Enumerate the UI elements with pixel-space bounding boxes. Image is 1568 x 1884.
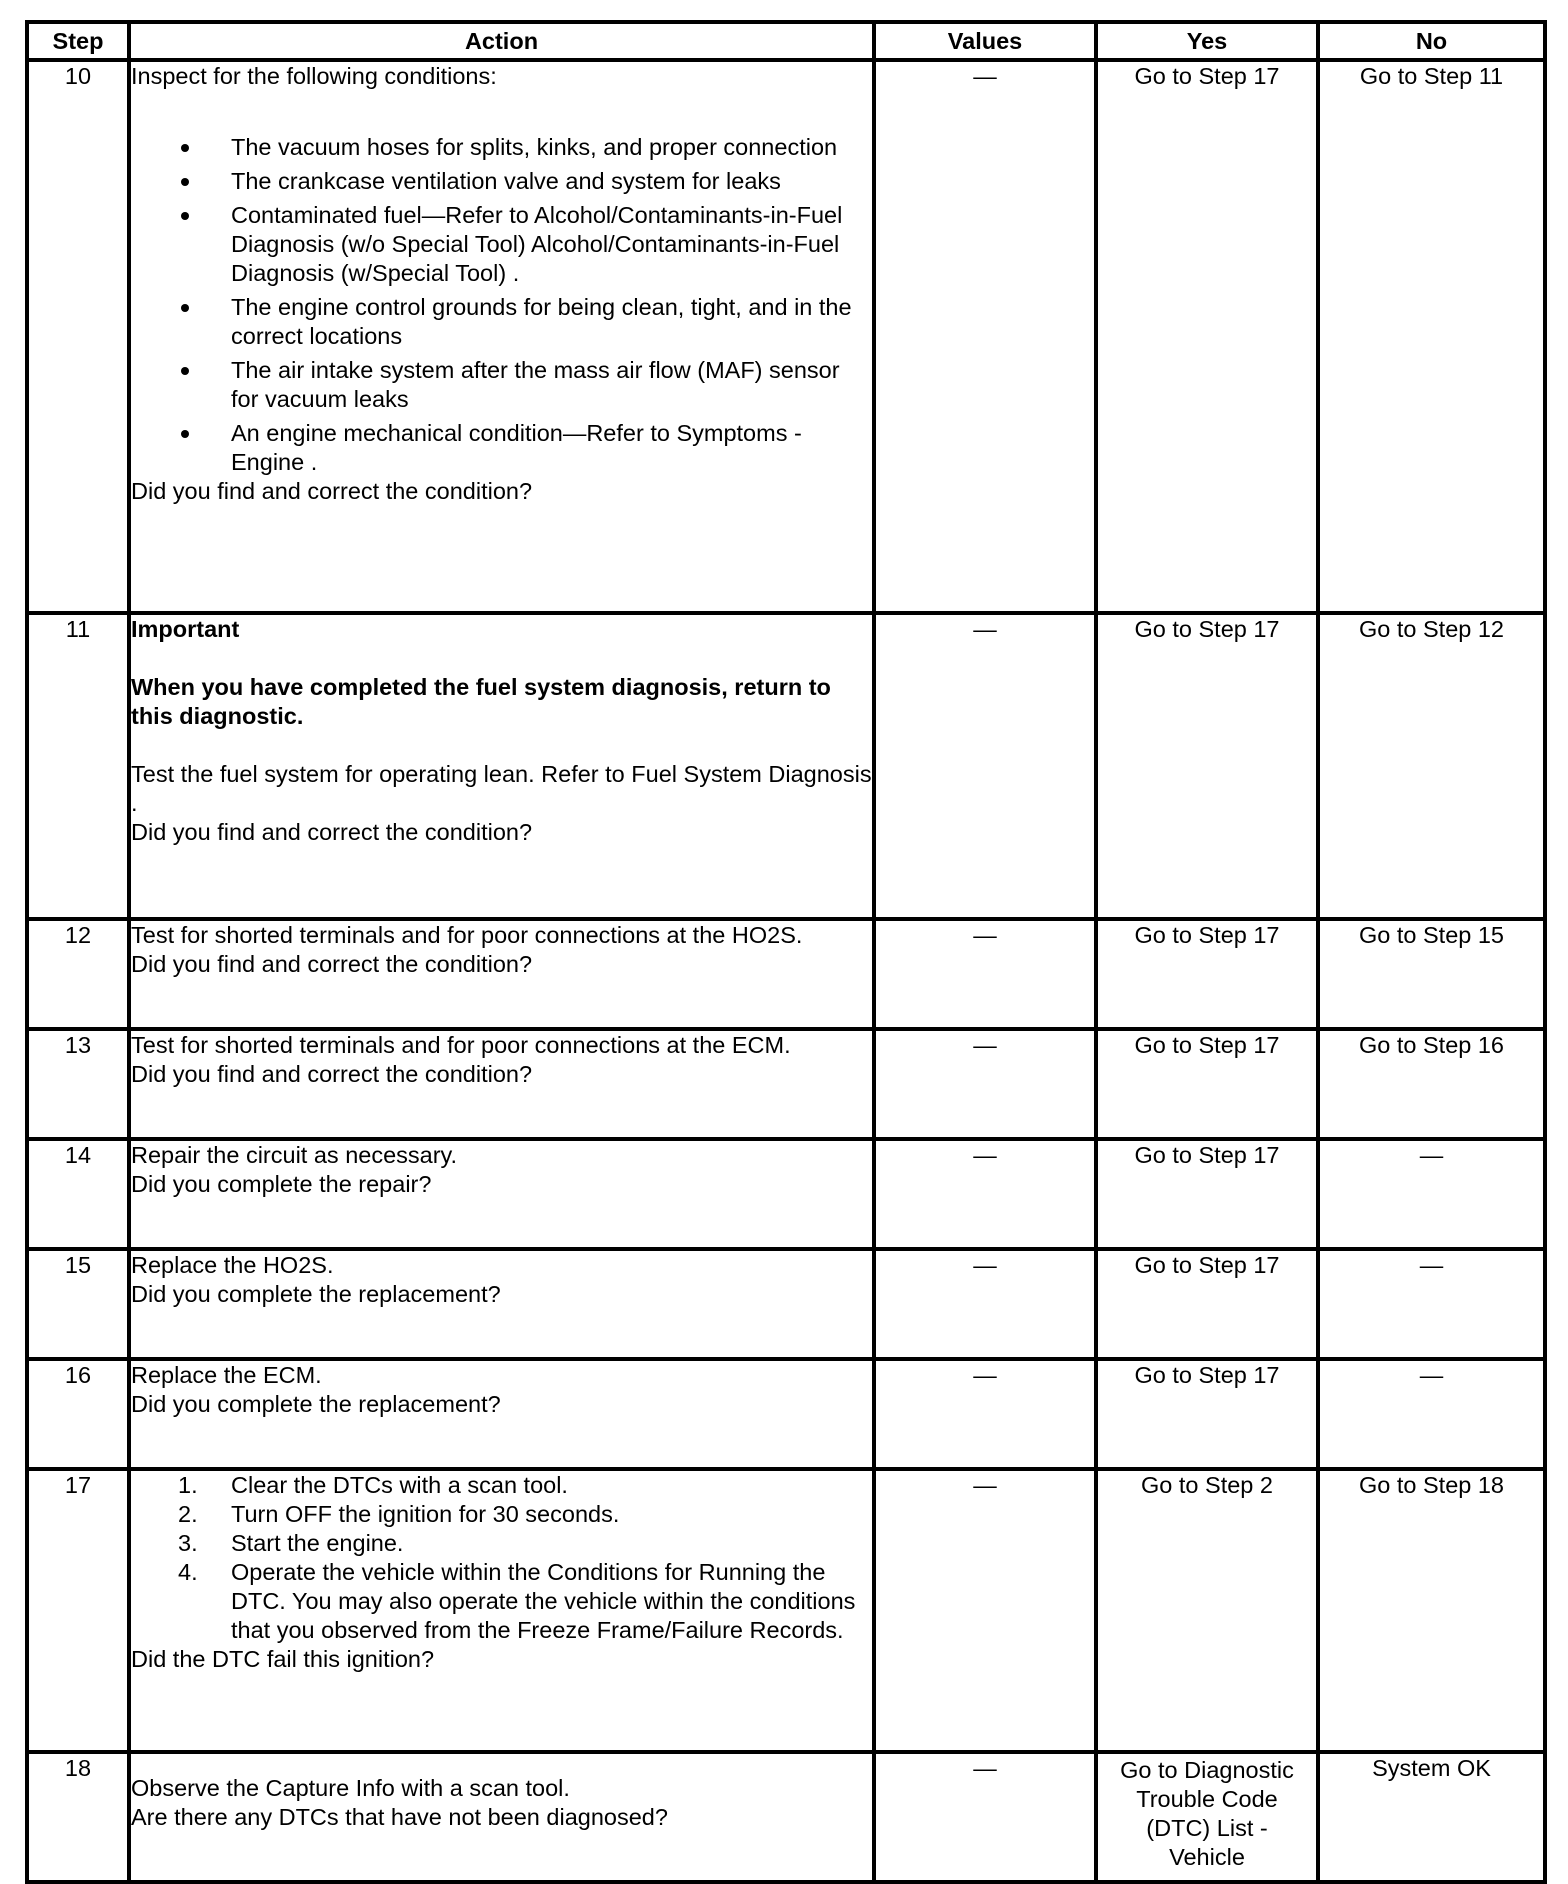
action-cell bbox=[129, 60, 874, 613]
item-text: Turn OFF the ignition for 30 seconds. bbox=[231, 1501, 620, 1527]
table-row bbox=[27, 1139, 1545, 1249]
yes-cell: Go to Step 17 bbox=[1096, 1139, 1318, 1249]
list-item bbox=[178, 1558, 872, 1645]
step-number: 13 bbox=[27, 1029, 129, 1139]
action-text: Replace the HO2S. bbox=[131, 1252, 334, 1278]
conditions-list bbox=[131, 133, 872, 477]
header-action: Action bbox=[129, 22, 874, 60]
action-text: Test for shorted terminals and for poor connections at the HO2S. bbox=[131, 922, 803, 948]
action-cell bbox=[129, 1249, 874, 1359]
step-number: 15 bbox=[27, 1249, 129, 1359]
yes-cell: Go to Step 17 bbox=[1096, 1359, 1318, 1469]
step-number: 11 bbox=[27, 613, 129, 919]
no-cell: — bbox=[1318, 1359, 1545, 1469]
no-cell: System OK bbox=[1318, 1752, 1545, 1882]
table-row bbox=[27, 613, 1545, 919]
values-cell: — bbox=[874, 1359, 1096, 1469]
values-cell: — bbox=[874, 919, 1096, 1029]
table-row bbox=[27, 1469, 1545, 1752]
header-yes: Yes bbox=[1096, 22, 1318, 60]
table-row bbox=[27, 1752, 1545, 1882]
list-item bbox=[178, 1529, 872, 1558]
table-row bbox=[27, 1249, 1545, 1359]
item-text: Operate the vehicle within the Conditions for Running the DTC. You may also operate the vehicle within the conditions that you observed from the Freeze Frame/Failure Records. bbox=[231, 1559, 856, 1643]
diagnostic-table bbox=[25, 20, 1547, 1884]
list-item bbox=[178, 1471, 872, 1500]
no-cell: — bbox=[1318, 1249, 1545, 1359]
step-number: 10 bbox=[27, 60, 129, 613]
list-item: An engine mechanical condition—Refer to Symptoms - Engine . bbox=[231, 419, 872, 477]
table-row bbox=[27, 1359, 1545, 1469]
action-text: Test for shorted terminals and for poor connections at the ECM. bbox=[131, 1032, 791, 1058]
step-number: 14 bbox=[27, 1139, 129, 1249]
yes-cell: Go to Step 17 bbox=[1096, 919, 1318, 1029]
action-question: Did you complete the repair? bbox=[131, 1171, 432, 1197]
procedure-list bbox=[131, 1471, 872, 1645]
action-question: Did you find and correct the condition? bbox=[131, 951, 533, 977]
values-cell: — bbox=[874, 1249, 1096, 1359]
values-cell: — bbox=[874, 60, 1096, 613]
list-item: The vacuum hoses for splits, kinks, and proper connection bbox=[231, 133, 872, 162]
no-cell: Go to Step 12 bbox=[1318, 613, 1545, 919]
no-cell: Go to Step 15 bbox=[1318, 919, 1545, 1029]
action-cell bbox=[129, 1139, 874, 1249]
action-question: Are there any DTCs that have not been diagnosed? bbox=[131, 1804, 668, 1830]
header-row bbox=[27, 22, 1545, 60]
values-cell: — bbox=[874, 1469, 1096, 1752]
values-cell: — bbox=[874, 1029, 1096, 1139]
header-values: Values bbox=[874, 22, 1096, 60]
step-number: 17 bbox=[27, 1469, 129, 1752]
no-cell: Go to Step 16 bbox=[1318, 1029, 1545, 1139]
item-text: Start the engine. bbox=[231, 1530, 404, 1556]
action-question: Did the DTC fail this ignition? bbox=[131, 1646, 435, 1672]
action-cell bbox=[129, 1359, 874, 1469]
yes-cell: Go to Diagnostic Trouble Code (DTC) List - Vehicle bbox=[1096, 1752, 1318, 1882]
header-no: No bbox=[1318, 22, 1545, 60]
yes-cell: Go to Step 2 bbox=[1096, 1469, 1318, 1752]
header-step: Step bbox=[27, 22, 129, 60]
no-cell: Go to Step 11 bbox=[1318, 60, 1545, 613]
table-row bbox=[27, 919, 1545, 1029]
table-row bbox=[27, 1029, 1545, 1139]
values-cell: — bbox=[874, 1139, 1096, 1249]
list-item: The crankcase ventilation valve and system for leaks bbox=[231, 167, 872, 196]
yes-cell: Go to Step 17 bbox=[1096, 613, 1318, 919]
step-number: 12 bbox=[27, 919, 129, 1029]
action-cell bbox=[129, 1752, 874, 1882]
values-cell: — bbox=[874, 613, 1096, 919]
action-cell bbox=[129, 1029, 874, 1139]
values-cell: — bbox=[874, 1752, 1096, 1882]
action-question: Did you complete the replacement? bbox=[131, 1391, 501, 1417]
item-number: 3. bbox=[178, 1530, 198, 1556]
list-item: The engine control grounds for being clean, tight, and in the correct locations bbox=[231, 293, 872, 351]
step-number: 18 bbox=[27, 1752, 129, 1882]
list-item: The air intake system after the mass air flow (MAF) sensor for vacuum leaks bbox=[231, 356, 872, 414]
action-text: Test the fuel system for operating lean. Refer to Fuel System Diagnosis . bbox=[131, 761, 872, 816]
table-row bbox=[27, 60, 1545, 613]
important-heading: Important bbox=[131, 616, 240, 642]
action-cell bbox=[129, 613, 874, 919]
item-number: 1. bbox=[178, 1472, 198, 1498]
step-number: 16 bbox=[27, 1359, 129, 1469]
action-question: Did you complete the replacement? bbox=[131, 1281, 501, 1307]
item-number: 2. bbox=[178, 1501, 198, 1527]
action-question: Did you find and correct the condition? bbox=[131, 819, 533, 845]
no-cell: Go to Step 18 bbox=[1318, 1469, 1545, 1752]
action-question: Did you find and correct the condition? bbox=[131, 1061, 533, 1087]
list-item bbox=[178, 1500, 872, 1529]
yes-cell: Go to Step 17 bbox=[1096, 1249, 1318, 1359]
action-intro: Inspect for the following conditions: bbox=[131, 63, 497, 89]
action-question: Did you find and correct the condition? bbox=[131, 478, 533, 504]
item-text: Clear the DTCs with a scan tool. bbox=[231, 1472, 568, 1498]
action-text: Replace the ECM. bbox=[131, 1362, 322, 1388]
action-cell bbox=[129, 1469, 874, 1752]
list-item: Contaminated fuel—Refer to Alcohol/Contaminants-in-Fuel Diagnosis (w/o Special Tool) Alcohol/Contaminants-in-Fuel Diagnosis (w/Special Tool) . bbox=[231, 201, 872, 288]
yes-cell: Go to Step 17 bbox=[1096, 60, 1318, 613]
action-cell bbox=[129, 919, 874, 1029]
action-text: Observe the Capture Info with a scan tool. bbox=[131, 1775, 570, 1801]
important-text: When you have completed the fuel system diagnosis, return to this diagnostic. bbox=[131, 674, 831, 729]
action-text: Repair the circuit as necessary. bbox=[131, 1142, 458, 1168]
item-number: 4. bbox=[178, 1559, 198, 1585]
yes-cell: Go to Step 17 bbox=[1096, 1029, 1318, 1139]
no-cell: — bbox=[1318, 1139, 1545, 1249]
